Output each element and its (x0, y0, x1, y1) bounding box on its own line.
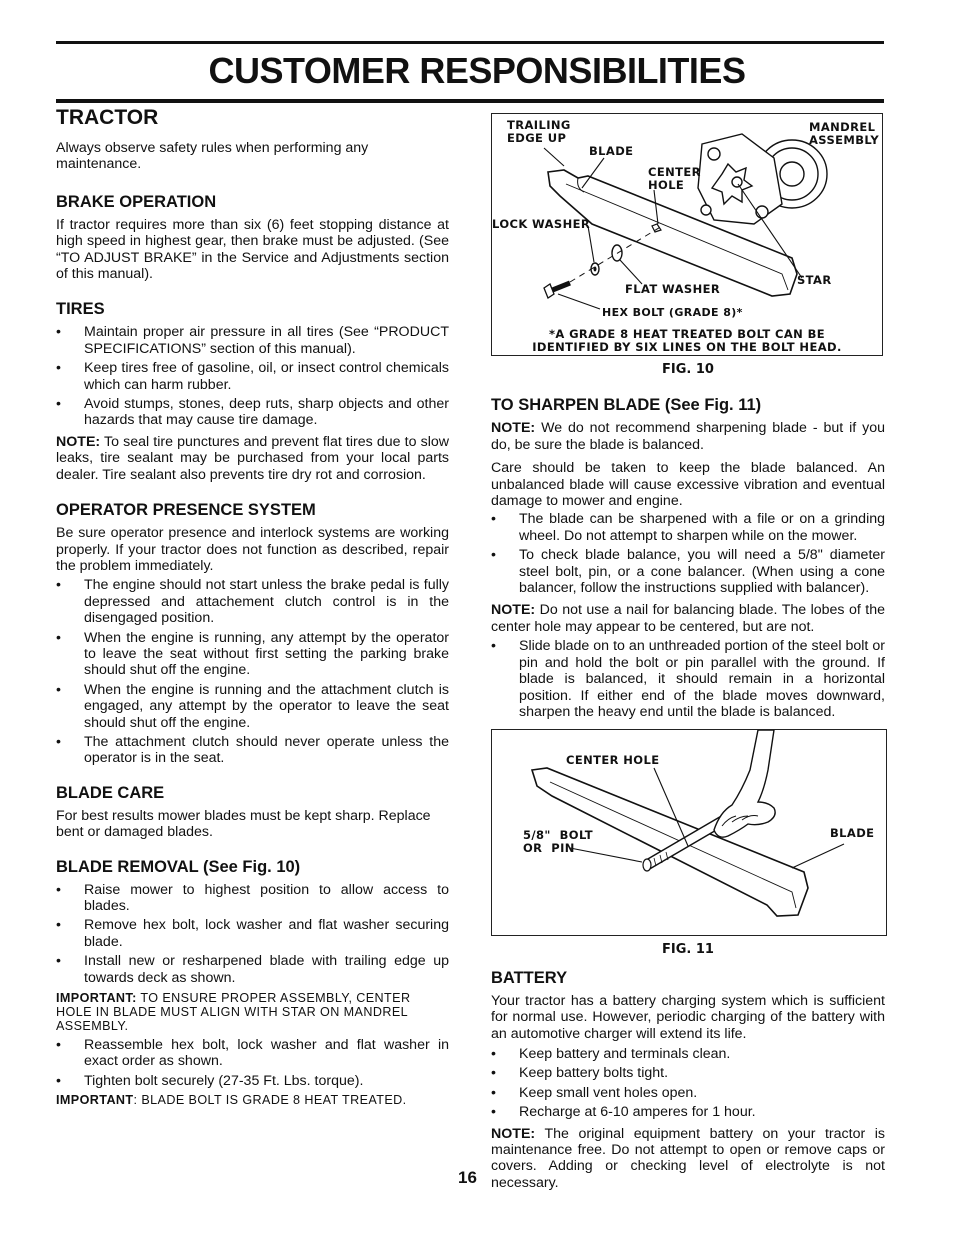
sharpen-list (491, 511, 885, 596)
battery-text: Your tractor has a battery charging system which is sufficient for normal use. However, periodic charging of the battery with an automotive charger will extend its life. (491, 992, 885, 1042)
list-item: • Slide blade on to an unthreaded portion of the steel bolt or pin and hold the bolt or pin parallel with the ground. If blade is balanced, it should remain in a horizontal position. If either end of the blade moves downward, sharpen the heavy end until the blade is balanced. (491, 638, 885, 720)
important-note-1 (56, 991, 449, 1033)
label-mandrel: MANDREL ASSEMBLY (809, 120, 880, 147)
list-item: • Raise mower to highest position to allow access to blades. (56, 882, 449, 915)
note-label: NOTE: (491, 602, 536, 619)
list-item: • Keep battery and terminals clean. (491, 1046, 885, 1062)
battery-list (491, 1046, 885, 1121)
list-item: • Install new or resharpened blade with trailing edge up towards deck as shown. (56, 953, 449, 986)
tires-heading: TIRES (56, 300, 105, 319)
title-rule (56, 99, 884, 103)
operator-list (56, 577, 449, 766)
label-lock-washer: LOCK WASHER (492, 217, 591, 231)
sharpen-text: Care should be taken to keep the blade balanced. An unbalanced blade will cause excessive vibration and eventual damage to mower and engine. (491, 460, 885, 510)
list-item: • To check blade balance, you will need a 5/8" diameter steel bolt, pin, or a cone balancer. (When using a cone balancer, follow the instructions supplied with balancer). (491, 547, 885, 596)
list-item: • The engine should not start unless the brake pedal is fully depressed and attachement clutch control is in the disengaged position. (56, 577, 449, 626)
sharpen-heading: TO SHARPEN BLADE (See Fig. 11) (491, 396, 762, 415)
brake-text: If tractor requires more than six (6) feet stopping distance at high speed in highest gear, then brake must be adjusted. (See “TO ADJUST BRAKE” in the Service and Adjustments section of this manual). (56, 216, 449, 283)
list-item: • Reassemble hex bolt, lock washer and flat washer in exact order as shown. (56, 1037, 449, 1070)
list-item: • The attachment clutch should never operate unless the operator is in the seat. (56, 734, 449, 767)
label-grade8-note: *A GRADE 8 HEAT TREATED BOLT CAN BE IDENTIFIED BY SIX LINES ON THE BOLT HEAD. (532, 327, 842, 354)
sharpen-note-2 (491, 602, 885, 635)
sharpen-list-2 (491, 638, 885, 720)
sharpen-note-1 (491, 420, 885, 453)
list-item: • Recharge at 6-10 amperes for 1 hour. (491, 1104, 885, 1120)
list-item: • Maintain proper air pressure in all tires (See “PRODUCT SPECIFICATIONS” section of this manual). (56, 324, 449, 357)
note-label: NOTE: (56, 433, 101, 450)
list-item: • Keep small vent holes open. (491, 1085, 885, 1101)
note-text: To seal tire punctures and prevent flat tires due to slow leaks, tire sealant may be purchased from your local parts dealer. Tire sealant also prevents tire dry rot and corrosion. (56, 433, 449, 483)
figure-10 (491, 113, 883, 356)
list-item: • The blade can be sharpened with a file or on a grinding wheel. Do not attempt to sharpen while on the mower. (491, 511, 885, 544)
list-item: • Tighten bolt securely (27-35 Ft. Lbs. torque). (56, 1073, 449, 1089)
fig10-caption: FIG. 10 (662, 362, 714, 377)
label-center-hole: CENTER HOLE (566, 753, 660, 768)
note-text: We do not recommend sharpening blade - but if you do, be sure the blade is balanced. (491, 420, 885, 453)
blade-removal-list (56, 882, 449, 986)
tractor-intro: Always observe safety rules when performing any maintenance. (56, 140, 369, 173)
list-item: • Keep tires free of gasoline, oil, or insect control chemicals which can harm rubber. (56, 360, 449, 393)
list-item: • Remove hex bolt, lock washer and flat washer securing blade. (56, 917, 449, 950)
important-text: TO ENSURE PROPER ASSEMBLY, CENTER HOLE IN BLADE MUST ALIGN WITH STAR ON MANDREL ASSEMBLY. (56, 991, 411, 1034)
blade-removal-heading: BLADE REMOVAL (See Fig. 10) (56, 857, 301, 876)
right-column (491, 113, 885, 1191)
label-center-hole: CENTER HOLE (648, 165, 701, 192)
important-text: : BLADE BOLT IS GRADE 8 HEAT TREATED. (133, 1093, 407, 1108)
page-number: 16 (458, 1168, 477, 1187)
label-trailing-edge: TRAILING EDGE UP (507, 118, 571, 145)
brake-heading: BRAKE OPERATION (56, 192, 217, 211)
label-flat-washer: FLAT WASHER (625, 282, 721, 296)
label-star: STAR (797, 273, 832, 287)
list-item: • Keep battery bolts tight. (491, 1065, 885, 1081)
label-blade: BLADE (589, 144, 634, 158)
operator-heading: OPERATOR PRESENCE SYSTEM (56, 501, 316, 520)
page-title: CUSTOMER RESPONSIBILITIES (208, 50, 746, 91)
fig11-caption: FIG. 11 (662, 942, 714, 958)
top-rule (56, 41, 884, 44)
list-item: • Avoid stumps, stones, deep ruts, sharp objects and other hazards that may cause tire damage. (56, 396, 449, 429)
tractor-heading: TRACTOR (56, 106, 159, 129)
blade-removal-list-2 (56, 1037, 449, 1089)
operator-text: Be sure operator presence and interlock systems are working properly. If your tractor does not function as described, repair the problem immediately. (56, 525, 449, 574)
important-label: IMPORTANT: (56, 991, 137, 1006)
list-item: • When the engine is running, any attempt by the operator to leave the seat without first setting the parking brake should shut off the engine. (56, 630, 449, 679)
note-label: NOTE: (491, 1125, 536, 1142)
label-bolt-or-pin: 5/8" BOLT OR PIN (523, 828, 594, 856)
note-text: Do not use a nail for balancing blade. The lobes of the center hole may appear to be centered, but are not. (491, 602, 885, 635)
important-label: IMPORTANT (56, 1093, 134, 1108)
label-blade: BLADE (830, 826, 875, 841)
blade-care-text: For best results mower blades must be kept sharp. Replace bent or damaged blades. (56, 807, 431, 841)
important-note-2 (56, 1093, 449, 1107)
list-item: • When the engine is running and the attachment clutch is engaged, any attempt by the operator to leave the seat should shut off the engine. (56, 682, 449, 731)
left-column (56, 104, 449, 1107)
note-text: The original equipment battery on your tractor is maintenance free. Do not attempt to open or remove caps or covers. Adding or checking level of electrolyte is not necessary. (491, 1125, 886, 1191)
label-hex-bolt: HEX BOLT (GRADE 8)* (602, 306, 743, 319)
battery-note (491, 1126, 885, 1192)
battery-heading: BATTERY (491, 968, 568, 987)
blade-care-heading: BLADE CARE (56, 783, 165, 802)
figure-11 (491, 729, 887, 936)
note-label: NOTE: (491, 420, 536, 437)
tires-note (56, 434, 449, 483)
tires-list (56, 324, 449, 428)
